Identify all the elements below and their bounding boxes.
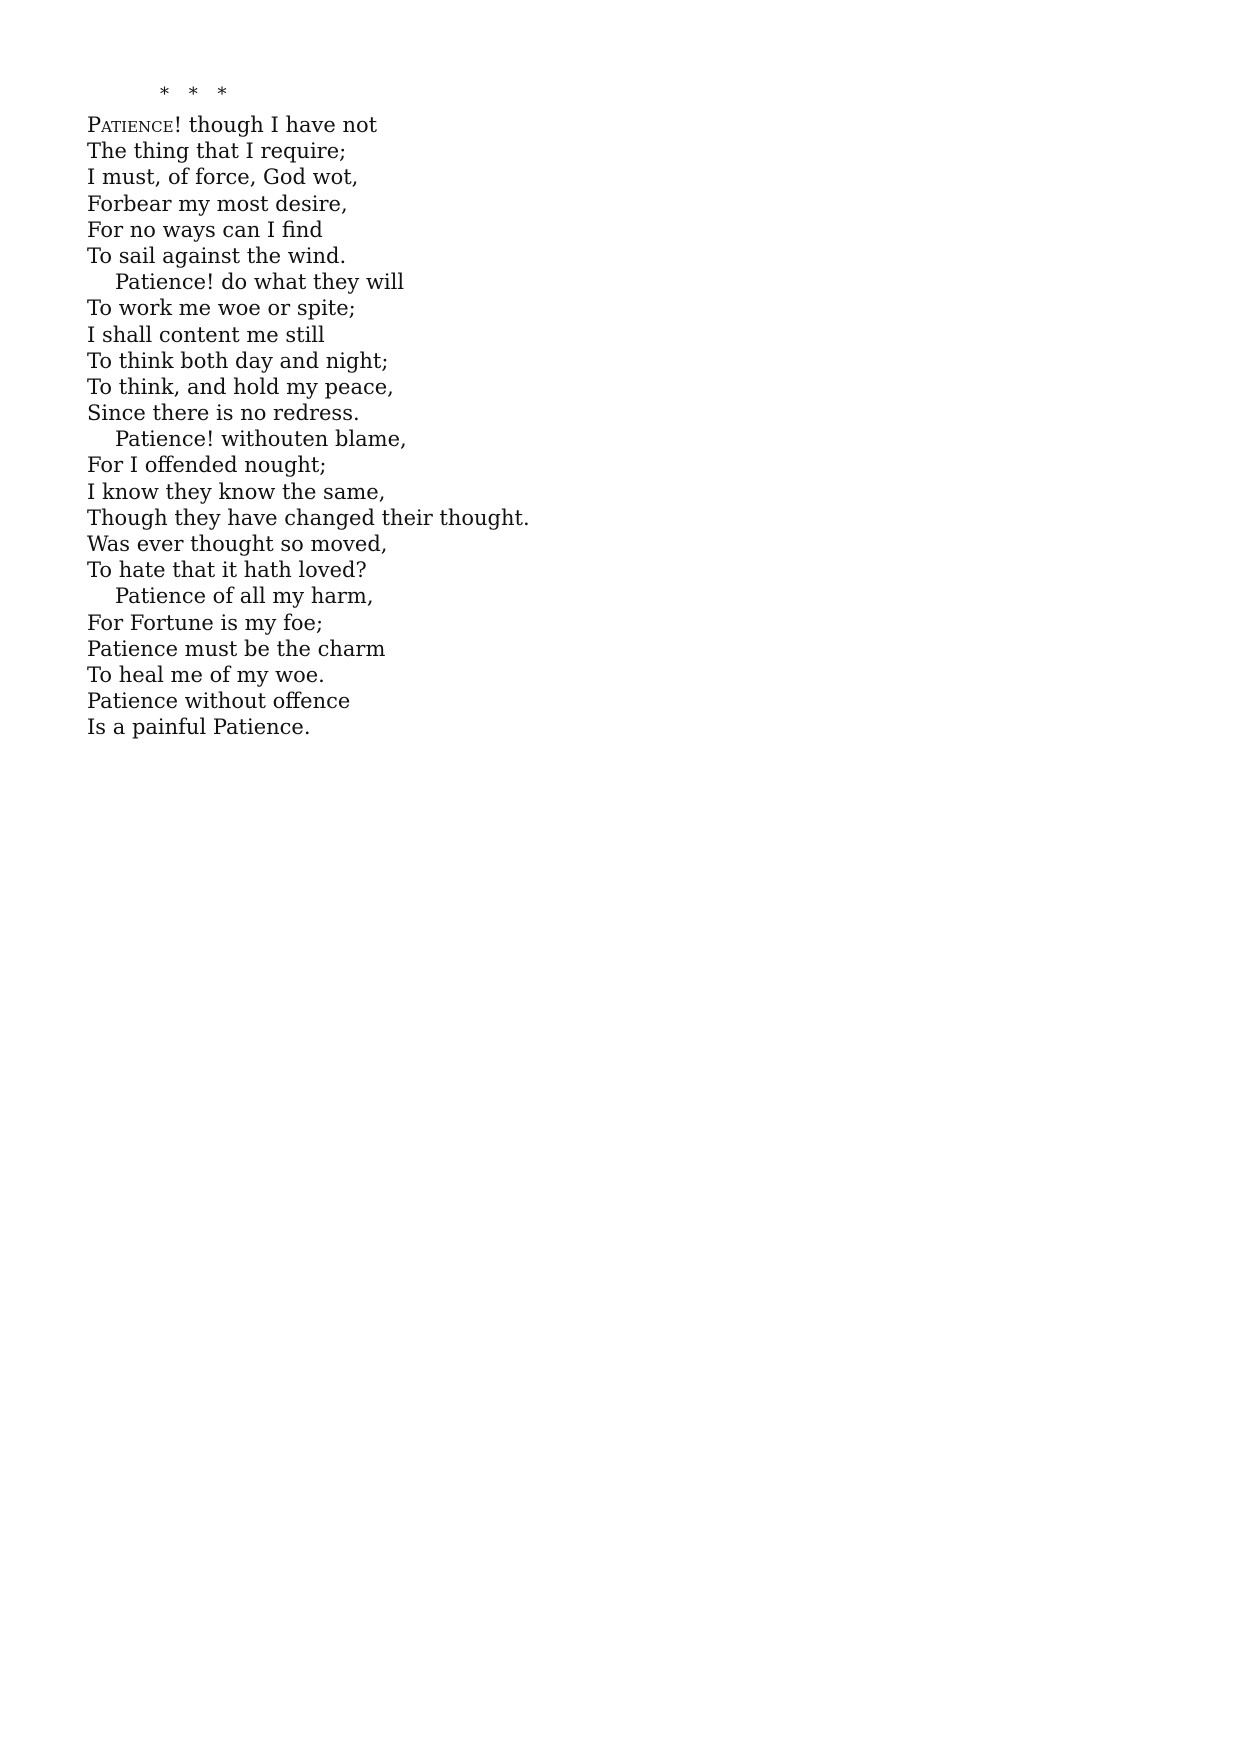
poem-line: To work me woe or spite; bbox=[87, 296, 356, 321]
poem-line: Patience must be the charm bbox=[87, 636, 386, 661]
poem-first-word: Patience bbox=[87, 113, 174, 137]
poem-line: I know they know the same, bbox=[87, 479, 386, 504]
poem-line: Since there is no redress. bbox=[87, 401, 360, 426]
poem-line: Patience! withouten blame, bbox=[115, 427, 407, 452]
poem-line: To hate that it hath loved? bbox=[87, 558, 367, 583]
poem-line: For Fortune is my foe; bbox=[87, 610, 324, 635]
poem-line: To think, and hold my peace, bbox=[87, 374, 394, 399]
poem-line: The thing that I require; bbox=[87, 139, 347, 164]
poem-line: For no ways can I find bbox=[87, 217, 323, 242]
poem-line: For I offended nought; bbox=[87, 453, 327, 478]
poem-line: Patience of all my harm, bbox=[115, 584, 374, 609]
poem-line: To think both day and night; bbox=[87, 348, 389, 373]
poem-line: Patience without offence bbox=[87, 689, 351, 714]
poem-line-first bbox=[87, 112, 530, 138]
section-separator: * * * bbox=[160, 84, 227, 105]
poem-line: Forbear my most desire, bbox=[87, 191, 348, 216]
poem bbox=[87, 112, 530, 741]
poem-first-line-rest: ! though I have not bbox=[173, 113, 378, 137]
poem-line: Though they have changed their thought. bbox=[87, 505, 530, 530]
poem-line: Patience! do what they will bbox=[115, 270, 405, 295]
poem-line: Was ever thought so moved, bbox=[87, 532, 388, 556]
poem-line: I shall content me still bbox=[87, 322, 325, 347]
poem-line: Is a painful Patience. bbox=[87, 715, 311, 740]
poem-line: To sail against the wind. bbox=[87, 243, 347, 268]
poem-line: I must, of force, God wot, bbox=[87, 165, 359, 190]
poem-line: To heal me of my woe. bbox=[87, 662, 325, 687]
